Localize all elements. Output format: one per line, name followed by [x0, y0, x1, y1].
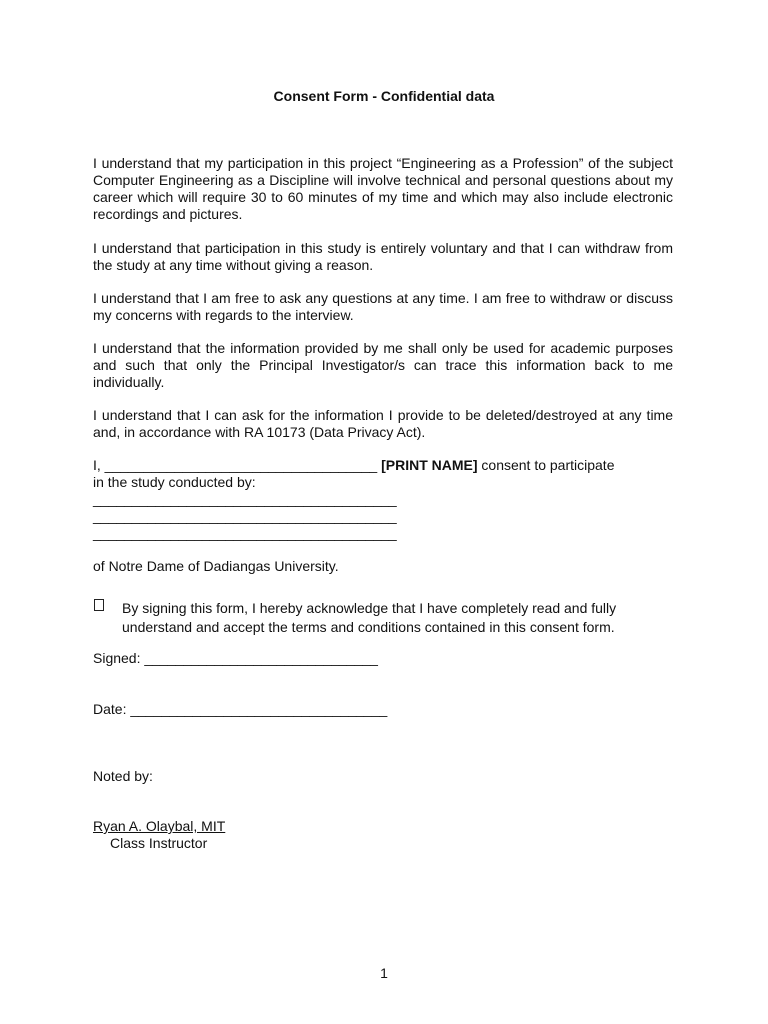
instructor-role: Class Instructor: [110, 835, 208, 851]
noted-by-label: Noted by:: [93, 768, 153, 784]
print-name-label: [PRINT NAME]: [381, 457, 478, 473]
paragraph-information-use: I understand that the information provided by me shall only be used for academic purposes and such that only the Principal Investigator/s can trace this information back to me individually.: [93, 340, 673, 390]
acknowledgement-line-1: By signing this form, I hereby acknowledge that I have completely read and fully: [122, 600, 617, 616]
consent-statement: [93, 457, 615, 474]
date-line: Date: _________________________________: [93, 701, 388, 717]
consent-prefix: I, ___________________________________: [93, 457, 382, 473]
consent-line-2: in the study conducted by:: [93, 474, 256, 490]
signed-line: Signed: ______________________________: [93, 650, 378, 666]
university-line: of Notre Dame of Dadiangas University.: [93, 558, 339, 574]
blank-line: _______________________________________: [93, 491, 397, 507]
blank-line: _______________________________________: [93, 525, 397, 541]
acknowledgement-text: [122, 599, 682, 637]
consent-suffix: consent to participate: [477, 457, 615, 473]
instructor-name: Ryan A. Olaybal, MIT: [93, 818, 226, 834]
paragraph-participation: I understand that my participation in this project “Engineering as a Profession” of the subject Computer Engineering as a Discipline will involve technical and personal questions about my career which will require 30 to 60 minutes of my time and which may also include electronic recordings and pictures.: [93, 155, 673, 222]
paragraph-voluntary: I understand that participation in this study is entirely voluntary and that I can withdraw from the study at any time without giving a reason.: [93, 240, 673, 273]
form-title: Consent Form - Confidential data: [273, 88, 495, 104]
paragraph-questions: I understand that I am free to ask any questions at any time. I am free to withdraw or discuss my concerns with regards to the interview.: [93, 290, 673, 323]
paragraph-data-privacy: I understand that I can ask for the information I provide to be deleted/destroyed at any time and, in accordance with RA 10173 (Data Privacy Act).: [93, 407, 673, 440]
blank-line: _______________________________________: [93, 508, 397, 524]
page-number: 1: [380, 965, 388, 981]
acknowledgement-line-2: understand and accept the terms and conditions contained in this consent form.: [122, 619, 615, 635]
acknowledge-checkbox[interactable]: [94, 599, 104, 611]
conductor-blank-lines: [93, 491, 397, 542]
